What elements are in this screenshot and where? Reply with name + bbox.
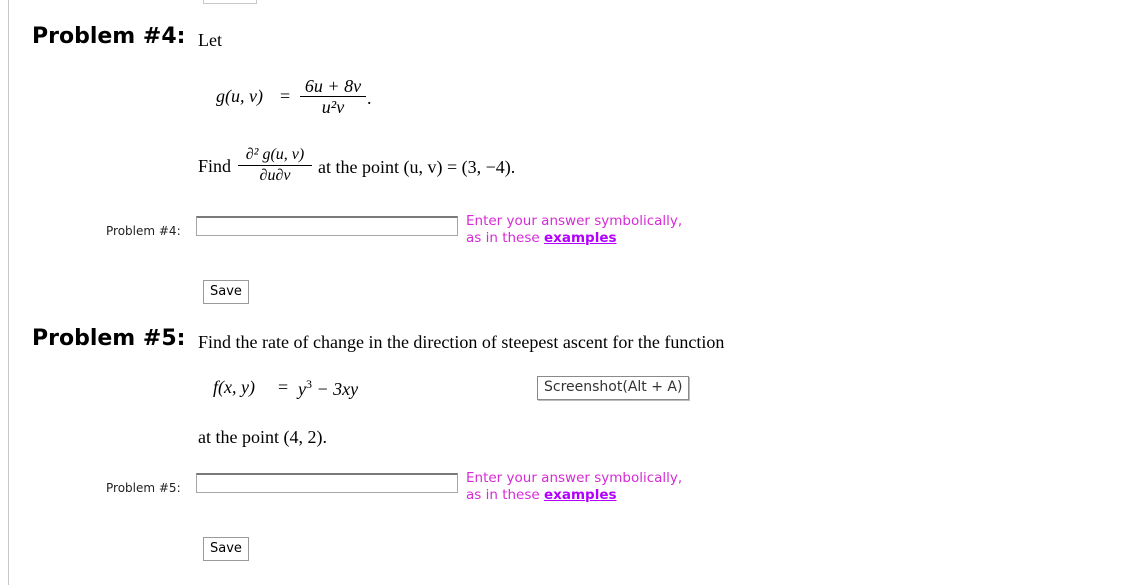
equals-sign: =	[280, 86, 291, 106]
equals-sign: =	[278, 377, 289, 397]
problem-4-equation-lhs: g(u, v)	[216, 86, 263, 106]
screenshot-button[interactable]: Screenshot(Alt + A)	[537, 376, 689, 400]
derivative-numerator: ∂² g(u, v)	[245, 146, 305, 163]
fraction-numerator: 6u + 8v	[304, 76, 362, 96]
examples-link[interactable]: examples	[543, 230, 617, 246]
problem-5-equation-rhs: $y^3 - 3xy$	[298, 377, 359, 399]
problem-4-point: at the point (u, v) = (3, −4).	[318, 157, 516, 177]
hint-line-2: as in these examples	[466, 487, 617, 503]
problem-4-answer-input[interactable]	[196, 216, 458, 236]
problem-4-intro: Let	[198, 30, 222, 50]
problem-5-save-button[interactable]: Save	[203, 537, 249, 561]
fraction-denominator: u²v	[321, 97, 345, 117]
hint-line-2: as in these examples	[466, 230, 617, 246]
problem-4-fraction	[300, 77, 366, 116]
problem-5-hint	[466, 470, 682, 504]
partial-derivative-fraction	[238, 146, 312, 185]
problem-5-intro: Find the rate of change in the direction of steepest ascent for the function	[198, 332, 725, 352]
examples-link[interactable]: examples	[543, 487, 617, 503]
problem-4-hint	[466, 213, 682, 247]
problem-5-answer-label: Problem #5:	[106, 481, 181, 495]
derivative-denominator: ∂u∂v	[259, 167, 291, 184]
derivative-bar	[238, 165, 312, 166]
find-label: Find	[198, 156, 232, 176]
problem-4-save-button[interactable]: Save	[203, 280, 249, 304]
hint-line-1: Enter your answer symbolically,	[466, 470, 683, 486]
problem-5-heading: Problem #5:	[32, 326, 186, 351]
problem-5-point: at the point (4, 2).	[198, 427, 327, 447]
hint-line-1: Enter your answer symbolically,	[466, 213, 683, 229]
problem-4-answer-label: Problem #4:	[106, 224, 181, 238]
equation-period: .	[367, 88, 372, 108]
problem-5-equation-lhs: f(x, y)	[213, 377, 255, 397]
problem-4-heading: Problem #4:	[32, 24, 186, 49]
left-border	[8, 0, 9, 585]
problem-5-answer-input[interactable]	[196, 473, 458, 493]
top-edge-fragment	[203, 0, 257, 4]
